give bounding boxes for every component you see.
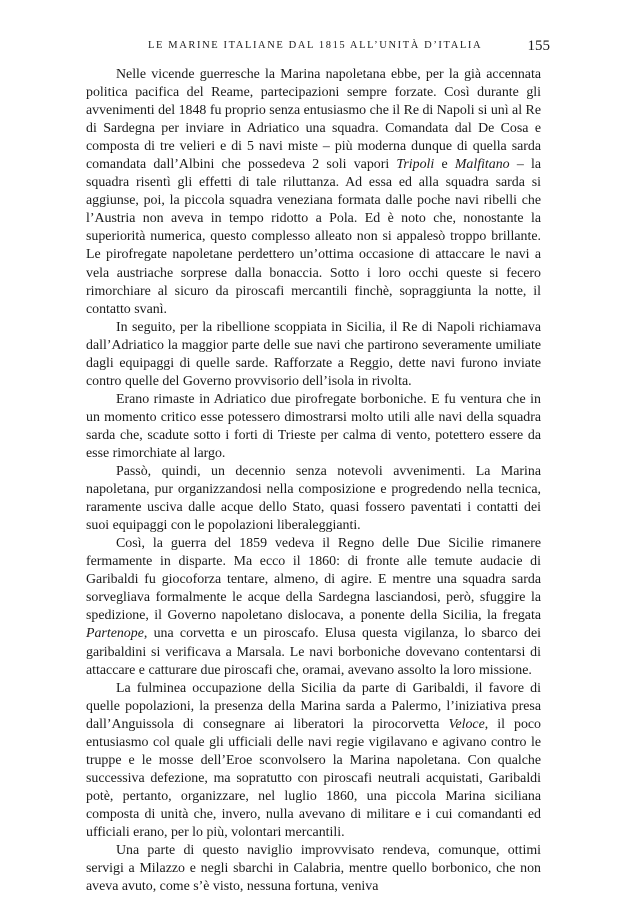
running-head — [148, 38, 550, 58]
body-text — [86, 66, 541, 896]
running-title: LE MARINE ITALIANE DAL 1815 ALL’UNITÀ D’ITALIA — [148, 40, 483, 51]
page-number: 155 — [527, 38, 550, 54]
paragraph: La fulminea occupazione della Sicilia da parte di Garibaldi, il favore di quelle popolazioni, la presenza della Marina sarda a Palermo, l’iniziativa presa dall’Anguissola di consegnare ai liberatori la pirocorvetta Veloce, il poco entusiasmo col quale gli ufficiali delle navi regie vigilavano e agivano contro le truppe e le mosse dell’Eroe sconvolsero la Marina napoletana. Con qualche successiva defezione, ma sopratutto con piroscafi neutrali acquistati, Garibaldi potè, pertanto, organizzare, nel luglio 1860, una piccola Marina siciliana composta di unità che, invero, nulla avevano di militare e i cui comandanti ed ufficiali erano, per lo più, volontari mercantili. — [86, 680, 541, 840]
paragraph: In seguito, per la ribellione scoppiata in Sicilia, il Re di Napoli richiamava dall’Adriatico la maggior parte delle sue navi che partirono severamente umiliate dagli equipaggi di quelle sarde. Rafforzate a Reggio, dette navi furono inviate contro quelle del Governo provvisorio dell’isola in rivolta. — [86, 319, 541, 389]
paragraph: Così, la guerra del 1859 vedeva il Regno delle Due Sicilie rimanere fermamente in disparte. Ma ecco il 1860: di fronte alle temute audacie di Garibaldi fu giocoforza tentare, almeno, di agire. E mentre una squadra sarda sorvegliava formalmente le acque della Sardegna lasciandosi, però, sfuggire la spedizione, il Governo napoletano dislocava, a ponente della Sicilia, la fregata Partenope, una corvetta e un piroscafo. Elusa questa vigilanza, lo sbarco dei garibaldini si verificava a Marsala. Le navi borboniche dovevano contentarsi di attaccare e catturare due piroscafi che, oramai, avevano assolto la loro missione. — [86, 536, 541, 678]
paragraph: Erano rimaste in Adriatico due pirofregate borboniche. E fu ventura che in un momento critico esse potessero dimostrarsi molto utili alle navi della squadra sarda che, scadute sotto i forti di Trieste per calma di vento, potettero essere da esse rimorchiate al largo. — [86, 391, 541, 461]
paragraph: Passò, quindi, un decennio senza notevoli avvenimenti. La Marina napoletana, pur organizzandosi nella composizione e progredendo nella tecnica, raramente usciva dalle acque dello Stato, quasi fossero paventati i contatti dei suoi equipaggi con le popolazioni liberaleggianti. — [86, 464, 541, 534]
paragraph: Una parte di questo naviglio improvvisato rendeva, comunque, ottimi servigi a Milazzo e negli sbarchi in Calabria, mentre quello borbonico, che non aveva avuto, come s’è visto, nessuna fortuna, veniva — [86, 843, 541, 895]
paragraph: Nelle vicende guerresche la Marina napoletana ebbe, per la già accennata politica pacifica del Reame, partecipazioni sempre forzate. Così durante gli avvenimenti del 1848 fu proprio senza entusiasmo che il Re di Napoli si unì al Re di Sardegna per inviare in Adriatico una squadra. Comandata dal De Cosa e composta di tre velieri e di 5 navi miste – più moderna dunque di quella sarda comandata dall’Albini che possedeva 2 soli vapori Tripoli e Malfitano – la squadra risentì gli effetti di tale riluttanza. Ad essa ed alla squadra sarda si aggiunse, poi, la piccola squadra veneziana formata dalle poche navi ribelli che l’Austria non aveva in tempo ridotto a Pola. Ed è noto che, nonostante la superiorità numerica, questo complesso alleato non si appalesò troppo brillante. Le pirofregate napoletane perdettero un’ottima occasione di attaccare le navi a vela austriache sorprese dalla bonaccia. Sotto i loro occhi queste si fecero rimorchiare al sicuro da piroscafi mercantili finchè, sopraggiunta la notte, il contatto svanì. — [86, 67, 541, 317]
